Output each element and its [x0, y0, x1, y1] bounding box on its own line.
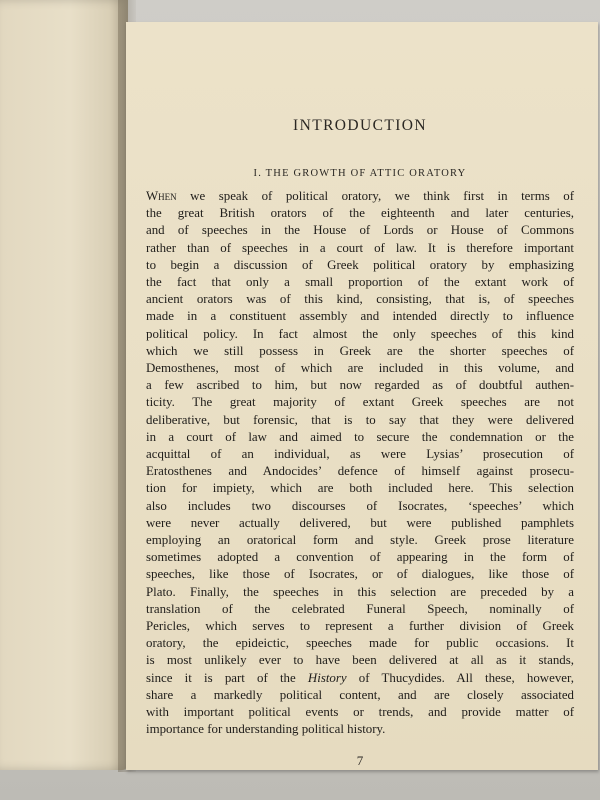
text-line: share a markedly political content, and are closely associated — [146, 687, 574, 702]
text-line: a few ascribed to him, but now regarded as of doubtful authen- — [146, 378, 574, 393]
history-title: History — [307, 670, 347, 685]
text-line: and of speeches in the House of Lords or House of Commons — [146, 223, 574, 238]
text-line: oratory, the epideictic, speeches made for public occasions. It — [146, 636, 574, 651]
chapter-title: INTRODUCTION — [293, 117, 427, 134]
opening-word: When — [146, 189, 177, 203]
text-line: acquittal of an individual, as were Lysias’ prosecution of — [146, 447, 574, 462]
text-line: ticity. The great majority of extant Greek speeches are not — [146, 395, 574, 410]
page-content — [146, 117, 574, 769]
text-line: importance for understanding political history. — [146, 722, 386, 737]
text-line: rather than of speeches in a court of law. It is therefore important — [146, 240, 574, 255]
section-title: I. THE GROWTH OF ATTIC ORATORY — [253, 168, 467, 179]
page-number: 7 — [356, 752, 364, 768]
text-line: were never actually delivered, but were published pamphlets — [146, 515, 574, 530]
text-line: with important political events or trends, and provide matter of — [146, 705, 574, 720]
book-page — [126, 22, 598, 770]
left-facing-page — [0, 0, 128, 770]
text-line: the great British orators of the eighteenth and later centuries, — [146, 206, 574, 221]
text-line: is most unlikely ever to have been delivered at all as it stands, — [146, 653, 574, 668]
text-line: also includes two discourses of Isocrates, ‘speeches’ which — [146, 498, 574, 513]
text-line: the fact that only a small proportion of the extant work of — [146, 275, 574, 290]
text-line: Plato. Finally, the speeches in this selection are preceded by a — [146, 584, 574, 599]
text-line: translation of the celebrated Funeral Speech, nominally of — [146, 601, 574, 616]
text-line: deliberative, but forensic, that is to say that they were delivered — [146, 412, 574, 427]
text-line: since it is part of the History of Thucydides. All these, however, — [146, 670, 574, 685]
text-line: which we still possess in Greek are the shorter speeches of — [146, 343, 574, 358]
text-line: Pericles, which serves to represent a further division of Greek — [146, 619, 574, 634]
text-line: political policy. In fact almost the only speeches of this kind — [146, 326, 574, 341]
text-line: employing an oratorical form and style. Greek prose literature — [146, 533, 574, 548]
text-line: tion for impiety, which are both included here. This selection — [146, 481, 574, 496]
body-paragraph — [146, 188, 574, 739]
text-line: sometimes adopted a convention of appearing in the form of — [146, 550, 574, 565]
text-line: to begin a discussion of Greek political oratory by emphasizing — [146, 257, 574, 272]
text-line: made in a constituent assembly and intended directly to influence — [146, 309, 574, 324]
text-line: Eratosthenes and Andocides’ defence of himself against prosecu- — [146, 464, 574, 479]
text-line: speeches, like those of Isocrates, or of dialogues, like those of — [146, 567, 574, 582]
text-line: Demosthenes, most of which are included in this volume, and — [146, 361, 574, 376]
text-line: ancient orators was of this kind, consisting, that is, of speeches — [146, 292, 574, 307]
text-line: When we speak of political oratory, we think first in terms of — [146, 189, 574, 203]
text-line: in a court of law and aimed to secure the condemnation or the — [146, 429, 574, 444]
